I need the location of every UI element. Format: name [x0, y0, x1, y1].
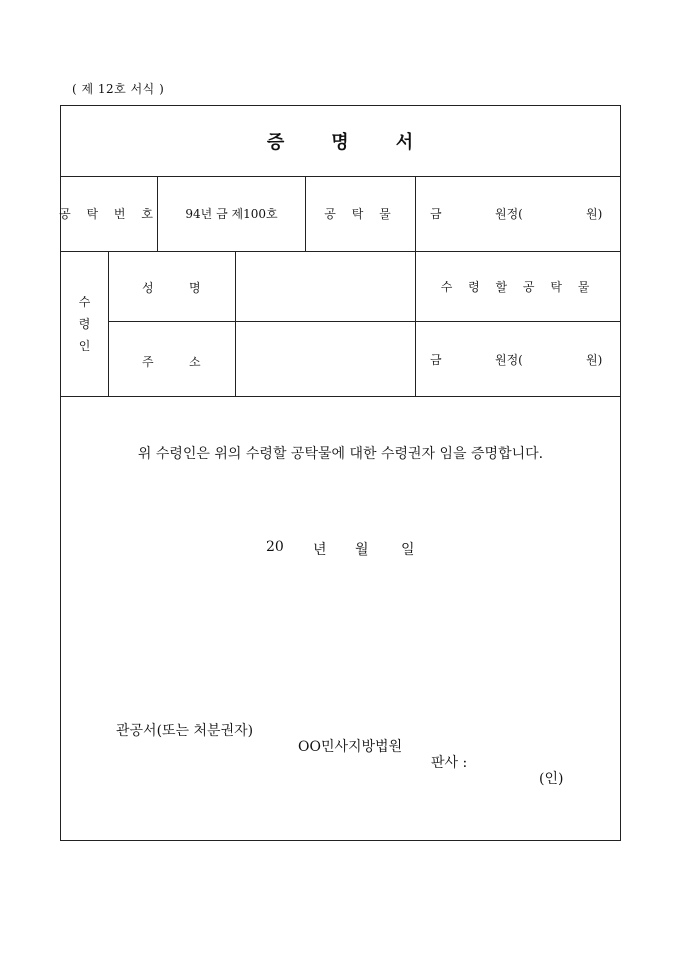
court-name: OO민사지방법원: [298, 739, 403, 755]
certificate-form: [60, 105, 621, 841]
address-label: 주 소: [142, 355, 201, 369]
date-year-label: 년: [313, 542, 327, 558]
deposit-amount-mid: 원정(: [495, 207, 523, 221]
received-item-label: 수 령 할 공 탁 물: [440, 279, 596, 294]
received-amount-mid: 원정(: [495, 353, 523, 367]
deposit-number-label: 공 탁 번 호: [61, 176, 158, 251]
form-number: ( 제 12호 서식 ): [72, 82, 165, 96]
title-char-3: 서: [395, 132, 415, 153]
deposit-row: [61, 176, 620, 252]
received-amount-suffix: 원): [586, 353, 603, 367]
title-char-2: 명: [331, 132, 350, 153]
recipient-side-label: 수 령 인: [61, 251, 109, 396]
certification-statement: 위 수령인은 위의 수령할 공탁물에 대한 수령권자 임을 증명합니다.: [137, 446, 544, 462]
date-month-label: 월: [355, 542, 369, 558]
page-title: [61, 106, 620, 177]
deposit-amount-prefix: 금: [430, 207, 442, 221]
signature-line: [61, 704, 620, 787]
date-line: [61, 539, 620, 559]
judge-label: 판사 :: [431, 755, 468, 771]
name-field[interactable]: [236, 251, 416, 321]
received-amount-prefix: 금: [430, 353, 442, 367]
address-field[interactable]: [236, 321, 416, 396]
recipient-section: [61, 251, 620, 397]
deposit-amount-suffix: 원): [586, 207, 603, 221]
date-year: 20: [266, 539, 284, 555]
deposit-number-value: 94년 금 제100호: [158, 176, 306, 251]
seal-mark: (인): [539, 771, 564, 787]
deposit-item-label: 공 탁 물: [306, 176, 416, 251]
received-amount: [416, 321, 620, 396]
title-char-1: 증: [266, 132, 286, 153]
deposit-amount: [416, 176, 620, 251]
date-day-label: 일: [401, 542, 415, 558]
issuing-office: 관공서(또는 처분권자): [116, 723, 254, 739]
name-label: 성 명: [142, 281, 201, 295]
